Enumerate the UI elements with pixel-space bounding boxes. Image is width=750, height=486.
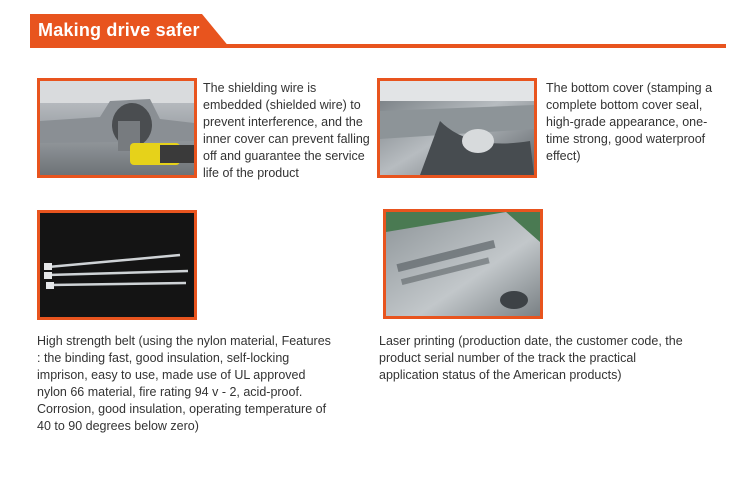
laser-printing-description: Laser printing (production date, the customer code, the product serial number of the track the practical application status of the American products) bbox=[379, 334, 683, 382]
shielding-wire-description: The shielding wire is embedded (shielded wire) to prevent interference, and the inner cover can prevent falling off and guarantee the service life of the product bbox=[203, 81, 370, 180]
section-title: Making drive safer bbox=[38, 20, 200, 40]
section-header bbox=[30, 14, 726, 48]
shielding-wire-photo bbox=[37, 78, 197, 178]
bottom-cover-description: The bottom cover (stamping a complete bottom cover seal, high-grade appearance, one-time strong, good waterproof effect) bbox=[546, 81, 713, 163]
nylon-belt-description: High strength belt (using the nylon material, Features : the binding fast, good insulation, self-locking imprison, easy to use, made use of UL approved nylon 66 material, fire rating 94 v - 2, acid-proof. Corrosion, good insulation, operating temperature of 40 to 90 degrees below zero) bbox=[37, 334, 331, 433]
laser-printing-photo bbox=[383, 209, 543, 319]
nylon-belt-photo bbox=[37, 210, 197, 320]
bottom-cover-photo bbox=[377, 78, 537, 178]
